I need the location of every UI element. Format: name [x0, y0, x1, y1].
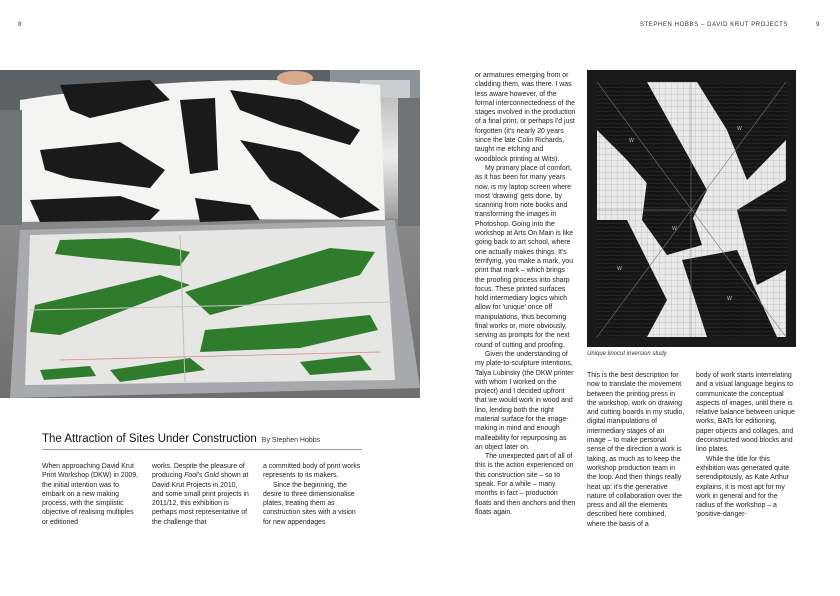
intro-col2-part-a: works. Despite the pleasure of producing — [152, 463, 245, 480]
svg-text:W: W — [617, 266, 622, 272]
middle-col-p4: The unexpected part of all of this is the action experienced on this construction site – so to speak. For a while – many months in fact – production floats and then anchors and then floats again. — [475, 453, 576, 516]
right-col-a-text: This is the best description for now to translate the movement between the printing press in the workshop, work on drawing and cutting boards in my studio, digital manipulations of intermediary stages of an image – to make personal sense of the direction a work is taking, as much as to keep the workshop production team in the loop. And then things really heat up: it's the generative nature of collaboration over the press and all the elements described here combined, where the basis of a — [587, 372, 685, 528]
right-page-number: 9 — [816, 22, 820, 28]
linocut-figure — [587, 70, 796, 347]
intro-column-3 — [263, 462, 363, 527]
svg-text:W: W — [629, 138, 634, 144]
right-col-b-p1: body of work starts interrelating and a visual language begins to communicate the conceptual aspects of images, until there is relative balance between unique works, BATs for editioning, paper objects and collages, and deconstructed wood blocks and lino plates. — [696, 372, 795, 454]
intro-column-1 — [42, 462, 140, 527]
svg-text:W: W — [672, 226, 677, 232]
intro-col3-p1: a committed body of print works represents to its makers. — [263, 463, 361, 480]
article-title: The Attraction of Sites Under Construction — [42, 433, 257, 445]
middle-col-p2: My primary place of comfort, as it has been for many years now, is my laptop screen where most 'drawing' gets done, by scanning from note books and transforming the images in Photoshop. Going into the workshop at Arts On Main is like going back to art school, where one actually makes things. It's terrifying, you make a mark, you print that mark – which brings the proofing process into sharp focus. These printed surfaces hold intermediary logics which allow for 'unique' once off manipulations, thus becoming final works or, more obviously, serving as prompts for the next round of cutting and proofing. — [475, 164, 574, 349]
intro-column-2 — [152, 462, 250, 527]
intro-col1-text: When approaching David Krut Print Workshop (DKW) in 2009, the initial intention was to embark on a new making process, with the simplistic objective of realising multiples or editioned — [42, 463, 138, 526]
middle-col-p1: or armatures emerging from or cladding them, was there. I was less aware however, of the formal interconnectedness of the stages involved in the production of a final print, or perhaps I'd just forgotten (it's nearly 20 years since the late Colin Richards, taught me etching and woodblock printing at Wits). — [475, 72, 576, 163]
right-col-b-p2: While the title for this exhibition was generated quite serendipitously, as Kate Arthur explains, it is most apt for my work in general and for the radius of the workshop – a 'positive-danger- — [696, 455, 790, 519]
middle-col-p3: Given the understanding of my plate-to-sculpture intentions, Talya Lubinsky (the DKW printer with whom I worked on the project) and I decided upfront that we would work in wood and lino, lending both the right material surface for the image-making in mind and enough malleability for repurposing as an object later on. — [475, 350, 574, 451]
intro-col2-text — [152, 462, 250, 527]
left-page-number: 8 — [18, 22, 22, 28]
intro-col3-p2: Since the beginning, the desire to three dimensionalise plates, treating them as construction sites with a vision for new appendages — [263, 481, 356, 526]
running-head: STEPHEN HOBBS – DAVID KRUT PROJECTS — [639, 22, 788, 28]
svg-text:W: W — [727, 296, 732, 302]
right-column-a — [587, 371, 685, 529]
article-heading — [42, 429, 372, 447]
fools-gold-title: Fool's Gold — [184, 472, 219, 480]
press-photo — [0, 70, 420, 398]
right-column-b — [696, 371, 796, 520]
middle-column — [475, 71, 576, 517]
article-byline: By Stephen Hobbs — [261, 437, 321, 444]
figure-caption: Unique linocut inversion study — [587, 351, 667, 357]
svg-text:W: W — [737, 126, 742, 132]
intro-col2-part-b: shown at David Krut Projects in 2010, and some small print projects in 2011/12, this exhibition is perhaps most representative of the challenge that — [152, 472, 249, 526]
title-rule — [42, 449, 362, 450]
